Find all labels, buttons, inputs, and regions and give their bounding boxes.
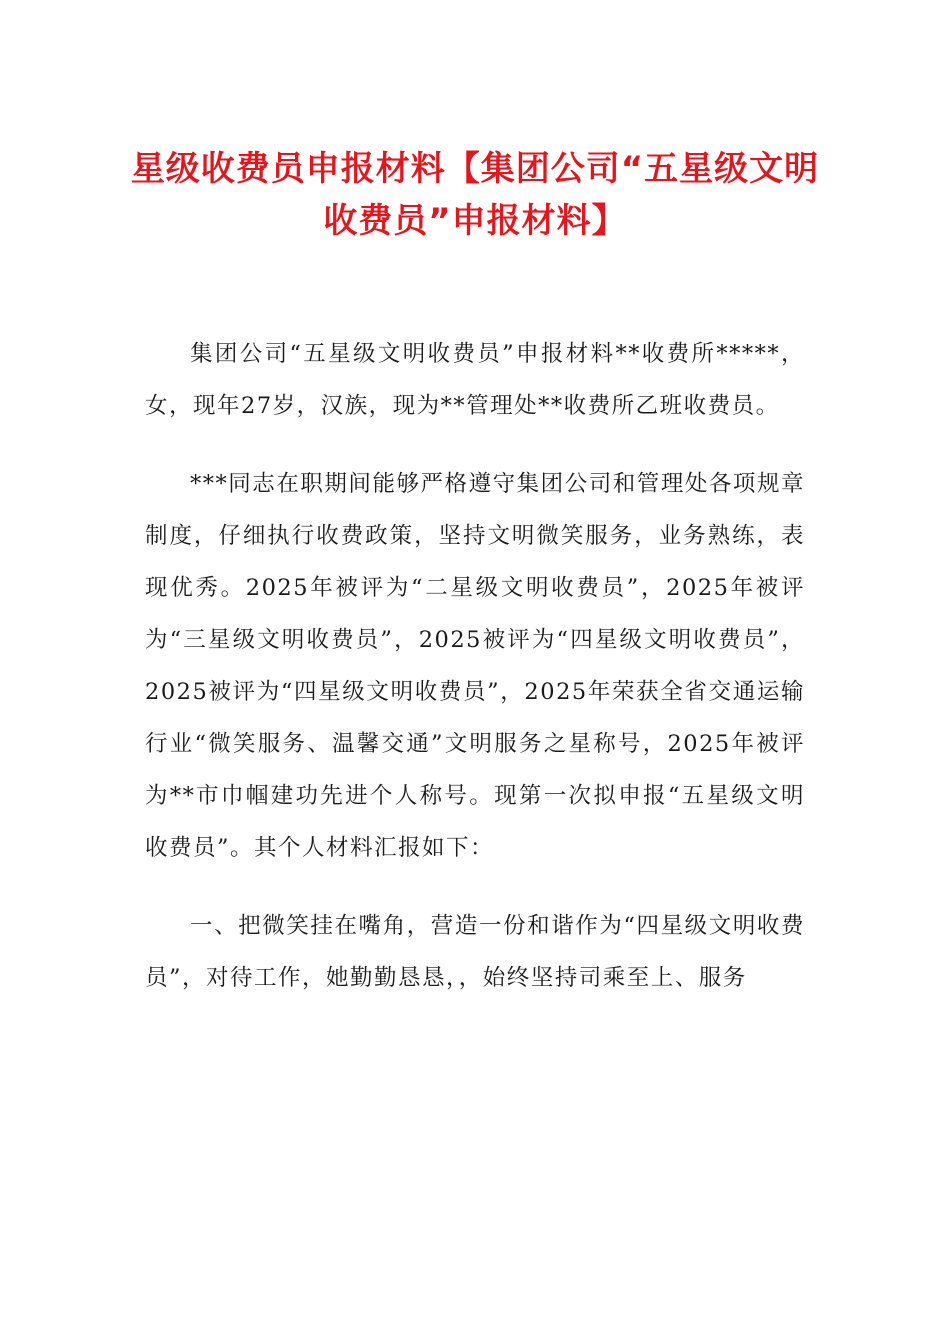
document-title: 星级收费员申报材料【集团公司“五星级文明收费员”申报材料】 (130, 149, 820, 241)
document-body (145, 328, 805, 1030)
paragraph-achievements: ***同志在职期间能够严格遵守集团公司和管理处各项规章制度，仔细执行收费政策，坚持文明微笑服务，业务熟练，表现优秀。2025年被评为“二星级文明收费员”，2025年被评为“三星级文明收费员”，2025被评为“四星级文明收费员”，2025被评为“四星级文明收费员”，2025年荣获全省交通运输行业“微笑服务、温馨交通”文明服务之星称号，2025年被评为**市巾帼建功先进个人称号。现第一次拟申报“五星级文明收费员”。其个人材料汇报如下： (145, 471, 805, 861)
paragraph-intro: 集团公司“五星级文明收费员”申报材料**收费所*****，女，现年27岁，汉族，现为**管理处**收费所乙班收费员。 (145, 341, 805, 419)
paragraph-section-one: 一、把微笑挂在嘴角，营造一份和谐作为“四星级文明收费员”，对待工作，她勤勤恳恳，，始终坚持司乘至上、服务 (145, 913, 805, 991)
